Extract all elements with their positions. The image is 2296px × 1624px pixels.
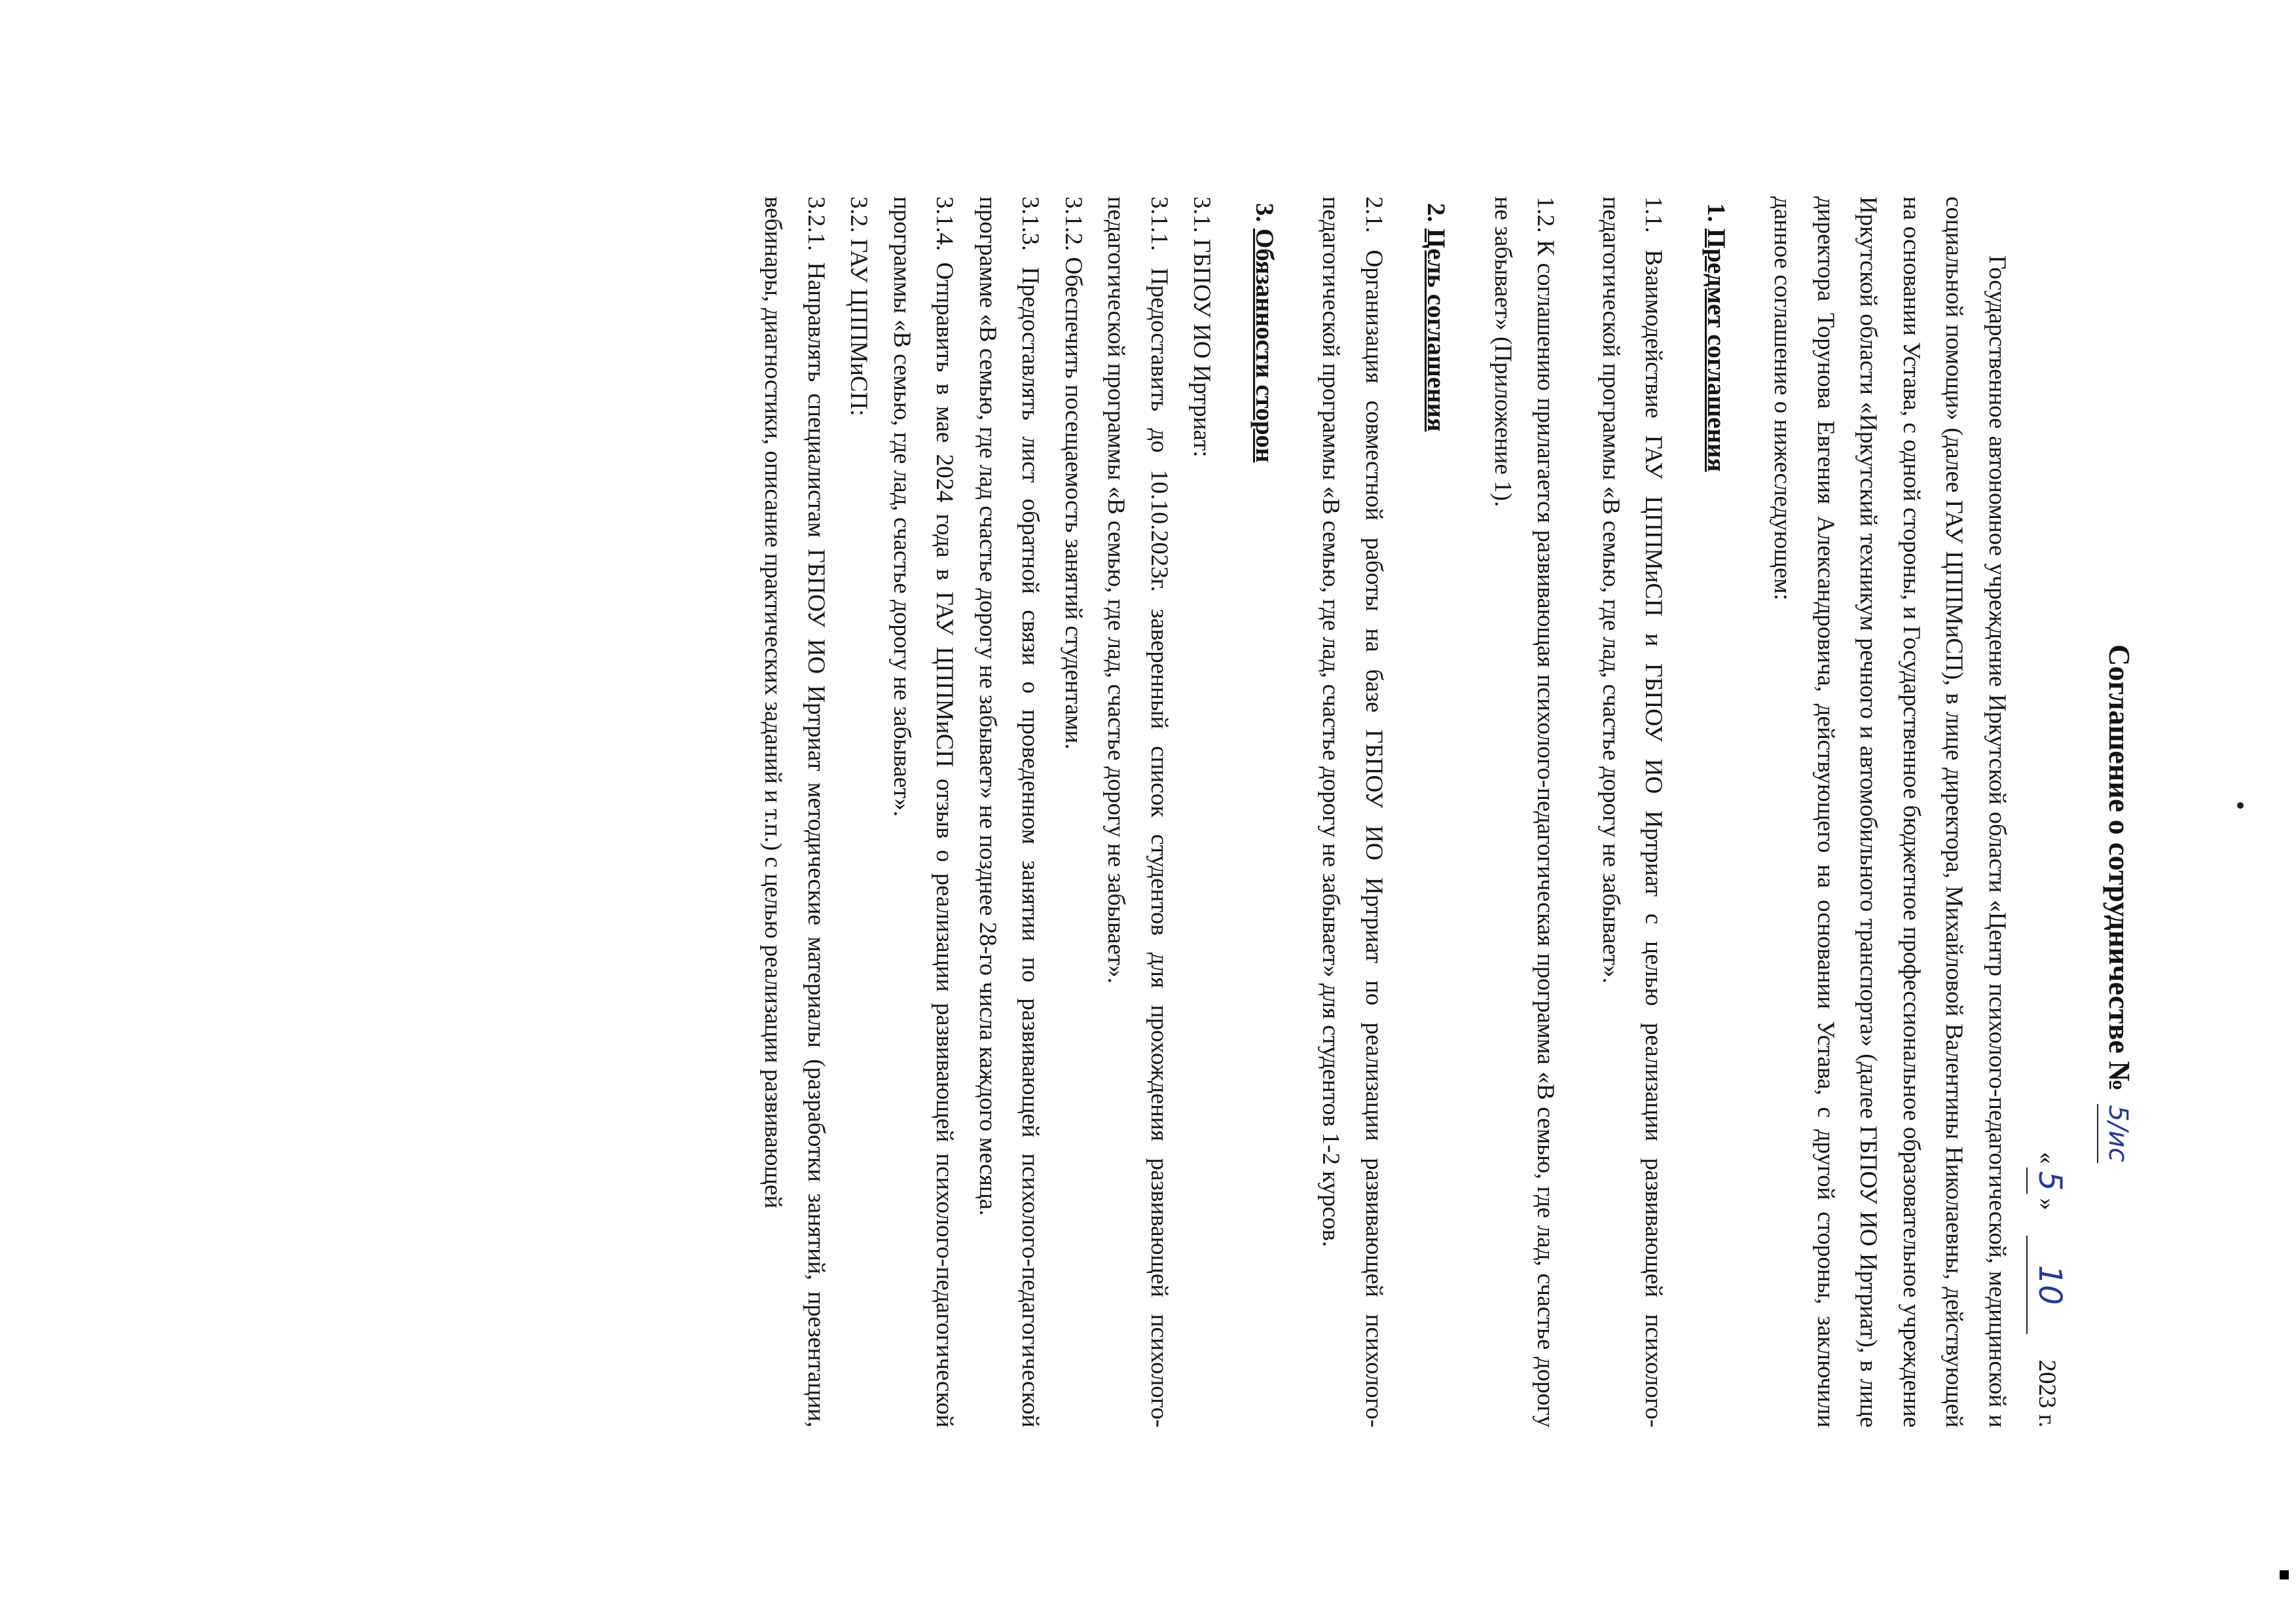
clause-3-1-3: 3.1.3. Предоставлять лист обратной связи о проведенном занятии по развивающей психолого-педагогической программе «В семью, где лад счастье дорогу не забывает» не позднее 28-го числа каждого месяца. (974, 196, 1044, 1428)
document-body (752, 196, 2139, 1428)
clause-2-1: 2.1. Организация совместной работы на базе ГБПОУ ИО Иртриат по реализации развивающей психолого-педагогической программы «В семью, где лад, счастье дорогу не забывает» для студентов 1-2 курсов. (1317, 196, 1387, 1428)
handwritten-day: 5 (2027, 1168, 2071, 1194)
title-text: Соглашение о сотрудничестве № (2103, 644, 2136, 1092)
section-heading-2 (1415, 196, 1458, 1428)
section-number: 2. (1422, 203, 1451, 223)
date-open-quote: « (2033, 1151, 2060, 1164)
clause-3-1: 3.1. ГБПОУ ИО Иртриат: (1188, 196, 1216, 458)
section-heading-3 (1243, 196, 1286, 1428)
date-year: 2023 г. (2033, 1359, 2060, 1428)
document-title (2097, 196, 2139, 1428)
section-heading-1 (1695, 196, 1738, 1428)
preamble: Государственное автономное учреждение Иркутской области «Центр психолого-педагогической, медицинской и социальной помощи» (далее ГАУ ЦППМиСП), в лице директора, Михайловой Валентины Николаевны, действующей на основании Устава, с одной стороны, и Государственное бюджетное профессиональное образовательное учреждение Иркутской области «Иркутский техникум речного и автомобильного транспорта» (далее ГБПОУ ИО Иртриат), в лице директора Торунова Евгения Александровича, действующего на основании Устава, с другой стороны, заключили данное соглашение о нижеследующем: (1769, 196, 2011, 1428)
section-number: 3. (1250, 203, 1279, 223)
section-title: Обязанности сторон (1250, 229, 1279, 463)
clause-3-1-1: 3.1.1. Предоставить до 10.10.2023г. заверенный список студентов для прохождения развивающей психолого-педагогической программы «В семью, где лад, счастье дорогу не забывает». (1102, 196, 1173, 1428)
agreement-date (2026, 1152, 2071, 1428)
handwritten-month: 10 (2027, 1236, 2071, 1334)
clause-3-1-4: 3.1.4. Отправить в мае 2024 года в ГАУ ЦППМиСП отзыв о реализации развивающей психолого-педагогической программы «В семью, где лад, счастье дорогу не забывает». (888, 196, 958, 1428)
clause-3-1-2: 3.1.2. Обеспечить посещаемость занятий студентами. (1060, 196, 1087, 750)
clause-3-2: 3.2. ГАУ ЦППМиСП: (845, 196, 873, 416)
date-close-quote: » (2033, 1198, 2060, 1210)
clause-1-1: 1.1. Взаимодействие ГАУ ЦППМиСП и ГБПОУ ИО Иртриат с целью реализации развивающей психолого-педагогической программы «В семью, где лад, счастье дорогу не забывает». (1597, 196, 1667, 1428)
section-number: 1. (1702, 203, 1730, 223)
section-title: Цель соглашения (1422, 229, 1451, 432)
clause-1-2: 1.2. К соглашению прилагается развивающая психолого-педагогическая программа «В семью, где лад, счастье дорогу не забывает» (Приложение 1). (1489, 196, 1559, 1428)
speck-mark (2237, 802, 2244, 809)
section-title: Предмет соглашения (1702, 229, 1730, 472)
handwritten-number: 5/ис (2097, 1104, 2138, 1163)
date-line (2018, 196, 2090, 1428)
clause-3-2-1: 3.2.1. Направлять специалистам ГБПОУ ИО Иртриат методические материалы (разработки занятий, презентации, вебинары, диагностики, описание практических заданий и т.п.) с целью реализации развивающей (759, 196, 829, 1428)
